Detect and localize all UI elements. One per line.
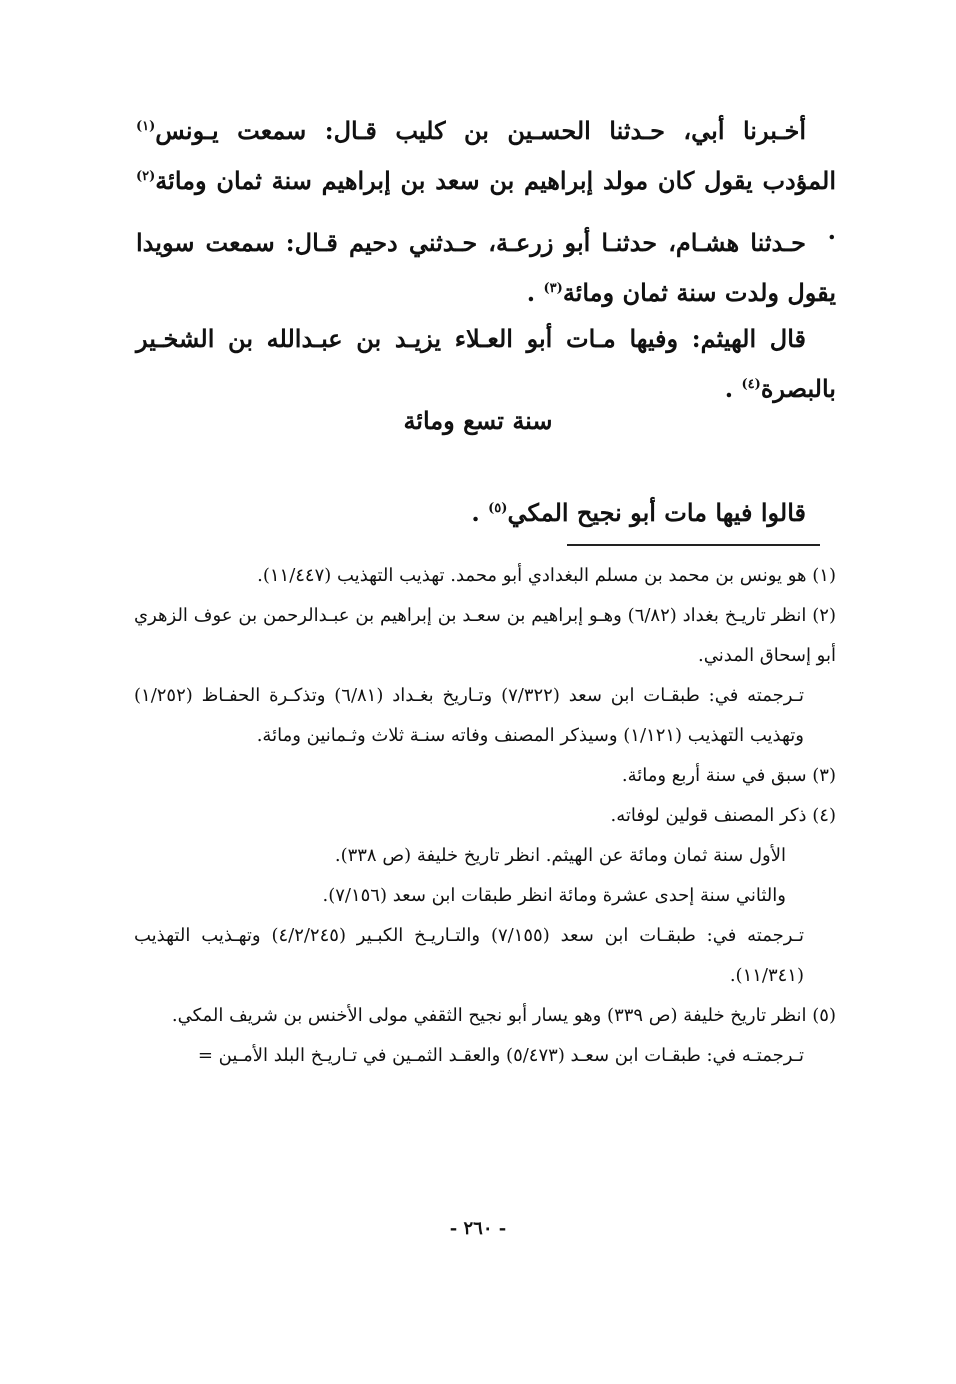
footnote-ref-1[interactable]: (١) <box>136 119 156 134</box>
main-text-block-3 <box>136 314 836 414</box>
footnote-2-biography: تـرجمته في: طبقـات ابن سعد (٧/٣٢٢) وتـاريخ بغـداد (٦/٨١) وتذكـرة الحفـاظ (١/٢٥٢) وتهذيب التهذيب (١/١٢١) وسيذكر المصنف وفاته سنـة ثلاث وثـمانين ومائة. <box>134 685 804 746</box>
footnote-4-first-opinion: الأول سنة ثمان ومائة عن الهيثم. انظر تاريخ خليفة (ص ٣٣٨). <box>334 845 786 866</box>
paragraph-4: قالوا فيها مات أبو نجيح المكي$^{(٥)}$ . <box>471 498 806 527</box>
footnote-ref-2[interactable]: (٢) <box>136 169 156 184</box>
footnote-2: (٢) انظر تاريـخ بغداد (٦/٨٢) وهـو إبراهيم بن سعـد بن إبراهيم بن عبـدالرحمن بن عوف الزهري أبو إسحاق المدني. <box>134 605 836 666</box>
footnotes <box>134 556 836 1076</box>
footnote-3: (٣) سبق في سنة أربع ومائة. <box>621 765 836 786</box>
paragraph-2: حـدثنا هشـام، حدثنـا أبو زرعـة، حـدثني دحيم قـال: سمعت سويدا يقول ولدت سنة ثمان ومائة$^{(٣)}$ . <box>136 228 836 307</box>
footnote-separator <box>567 544 820 546</box>
paragraph-3: قال الهيثم: وفيها مـات أبو العـلاء يزيـد بن عبـدالله بن الشخـير بالبصرة$^{(٤)}$ . <box>136 324 836 403</box>
footnote-ref-4[interactable]: (٤) <box>741 377 761 392</box>
footnote-4-biography: تـرجمته في: طبقـات ابن سعد (٧/١٥٥) والتـاريـخ الكبـير (٤/٢/٢٤٥) وتهـذيب التهذيب (١١/٣٤١). <box>134 925 804 986</box>
main-text-block-4 <box>136 488 836 538</box>
footnote-4: (٤) ذكر المصنف قولين لوفاته. <box>610 805 836 826</box>
footnote-4-second-opinion: والثاني سنة إحدى عشرة ومائة انظر طبقات ابن سعد (٧/١٥٦). <box>322 885 786 906</box>
footnote-5-biography: تـرجمتـه في: طبقـات ابن سعـد (٥/٤٧٣) والعقـد الثمـين في تـاريـخ البلد الأمـين = <box>197 1045 804 1066</box>
paragraph-1: أخـبرنا أبي، حـدثنا الحسـين بن كليب قـال: سمعت يـونس$^{(١)}$ المؤدب يقول كان مولد إبراهيم بن سعد بن إبراهيم سنة ثمان ومائة$^{(٢)}$ . <box>136 116 836 245</box>
footnote-ref-5[interactable]: (٥) <box>488 501 508 516</box>
footnote-1: (١) هو يونس بن محمد بن مسلم البغدادي أبو محمد. تهذيب التهذيب (١١/٤٤٧). <box>257 565 836 586</box>
footnote-ref-3[interactable]: (٣) <box>543 281 563 296</box>
section-heading: سنة تسع ومائة <box>403 406 553 435</box>
page-number: - ٢٦٠ - <box>449 1218 507 1239</box>
footnote-5: (٥) انظر تاريخ خليفة (ص ٣٣٩) وهو يسار أبو نجيح الثقفي مولى الأخنس بن شريف المكي. <box>171 1005 836 1026</box>
main-text-block-2 <box>136 218 836 318</box>
